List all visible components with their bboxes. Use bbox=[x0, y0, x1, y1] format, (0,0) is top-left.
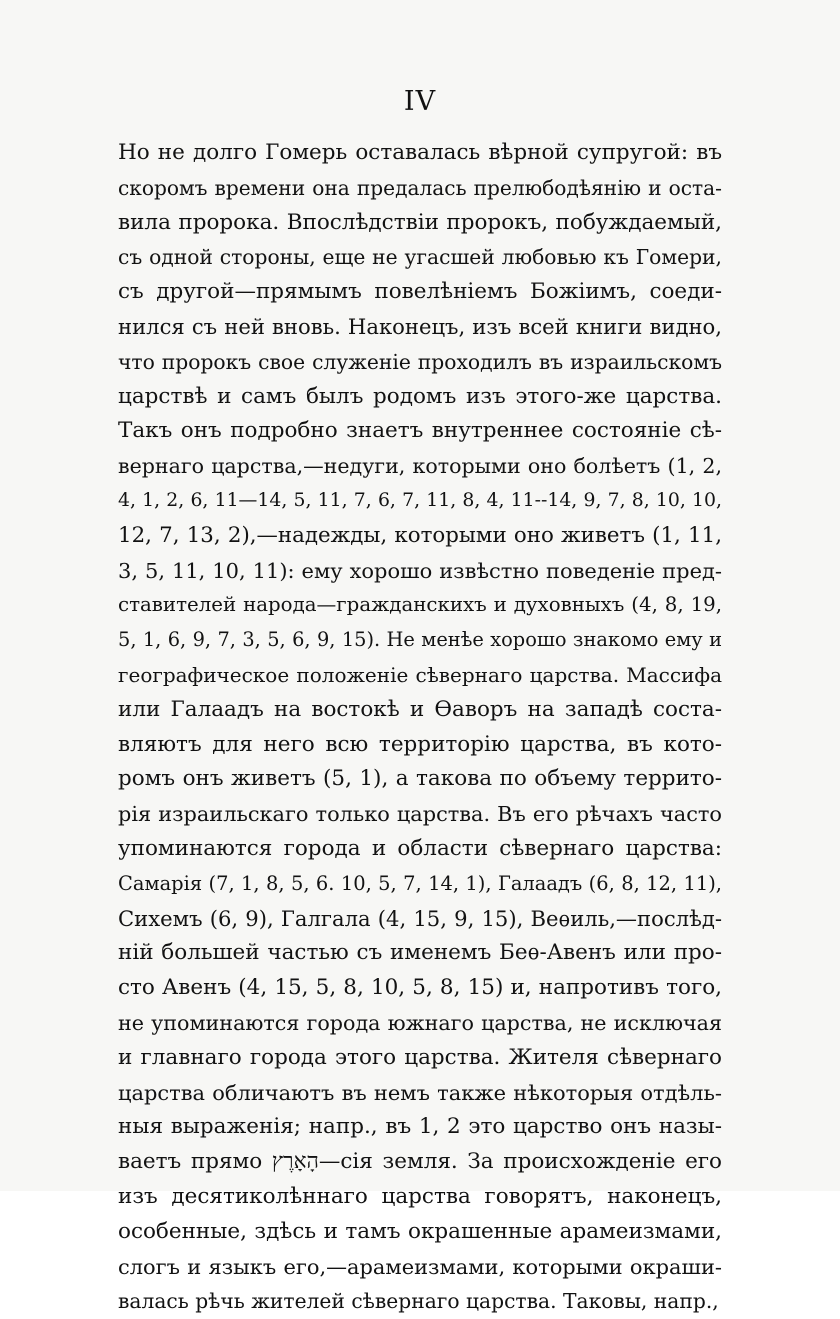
body-text bbox=[118, 136, 722, 1319]
page-number: IV bbox=[403, 86, 437, 117]
text-line: валась рѣчь жителей сѣвернаго царства. Таковы, напр., bbox=[118, 1289, 719, 1314]
text-line: съ одной стороны, еще не угасшей любовью къ Гомери, bbox=[118, 245, 722, 270]
text-line: или Галаадъ на востокѣ и Ѳаворъ на западѣ соста- bbox=[118, 696, 722, 722]
text-line: рія израильскаго только царства. Въ его рѣчахъ часто bbox=[118, 802, 722, 827]
text-line: слогъ и языкъ его,—арамеизмами, которыми окраши- bbox=[118, 1254, 722, 1279]
text-line: скоромъ времени она предалась прелюбодѣянію и оста- bbox=[118, 175, 722, 200]
text-line: ромъ онъ живетъ (5, 1), а такова по объему террито- bbox=[118, 766, 722, 792]
text-line: изъ десятиколѣннаго царства говорятъ, наконецъ, bbox=[118, 1183, 722, 1209]
text-line: Такъ онъ подробно знаетъ внутреннее состояніе сѣ- bbox=[118, 418, 722, 444]
text-line: вернаго царства,—недуги, которыми оно болѣетъ (1, 2, bbox=[118, 454, 722, 479]
text-line: 3, 5, 11, 10, 11): ему хорошо извѣстно поведеніе пред- bbox=[118, 558, 722, 583]
text-line: вляютъ для него всю территорію царства, въ кото- bbox=[118, 731, 722, 757]
text-line: 5, 1, 6, 9, 7, 3, 5, 6, 9, 15). Не менѣе хорошо знакомо ему и bbox=[118, 628, 722, 652]
text-line: географическое положеніе сѣвернаго царства. Массифа bbox=[118, 662, 722, 687]
text-line: ныя выраженія; напр., въ 1, 2 это царство онъ назы- bbox=[118, 1114, 722, 1140]
text-line: сто Авенъ (4, 15, 5, 8, 10, 5, 8, 15) и, напротивъ того, bbox=[118, 975, 722, 1001]
text-line: Самарія (7, 1, 8, 5, 6. 10, 5, 7, 14, 1), Галаадъ (6, 8, 12, 11), bbox=[118, 871, 722, 895]
text-line: Сихемъ (6, 9), Галгала (4, 15, 9, 15), Веѳиль,—послѣд- bbox=[118, 905, 722, 931]
text-line: ваетъ прямо הָאָרֶץ—сія земля. За происхожденіе его bbox=[118, 1149, 723, 1175]
text-line: царства обличаютъ въ немъ также нѣкоторыя отдѣль- bbox=[118, 1080, 722, 1105]
text-line: ній большей частью съ именемъ Беѳ-Авенъ или про- bbox=[118, 940, 722, 966]
text-line: вила пророка. Впослѣдствіи пророкъ, побуждаемый, bbox=[118, 209, 722, 235]
text-line: особенные, здѣсь и тамъ окрашенные арамеизмами, bbox=[118, 1218, 722, 1244]
text-line: нился съ ней вновь. Наконецъ, изъ всей книги видно, bbox=[118, 313, 722, 339]
text-line: и главнаго города этого царства. Жителя сѣвернаго bbox=[118, 1044, 722, 1070]
text-line: 12, 7, 13, 2),—надежды, которыми оно живетъ (1, 11, bbox=[118, 522, 722, 548]
text-line: 4, 1, 2, 6, 11—14, 5, 11, 7, 6, 7, 11, 8, 4, 11--14, 9, 7, 8, 10, 10, bbox=[118, 489, 722, 511]
text-line: Но не долго Гомерь оставалась вѣрной супругой: въ bbox=[118, 140, 722, 165]
text-line: упоминаются города и области сѣвернаго царства: bbox=[118, 835, 722, 861]
text-line: съ другой—прямымъ повелѣніемъ Божіимъ, соеди- bbox=[118, 279, 722, 305]
text-line: что пророкъ свое служеніе проходилъ въ израильскомъ bbox=[118, 349, 722, 374]
text-line: ставителей народа—гражданскихъ и духовныхъ (4, 8, 19, bbox=[118, 593, 722, 617]
text-line: царствѣ и самъ былъ родомъ изъ этого-же царства. bbox=[118, 383, 722, 409]
text-line: не упоминаются города южнаго царства, не исключая bbox=[118, 1010, 722, 1035]
